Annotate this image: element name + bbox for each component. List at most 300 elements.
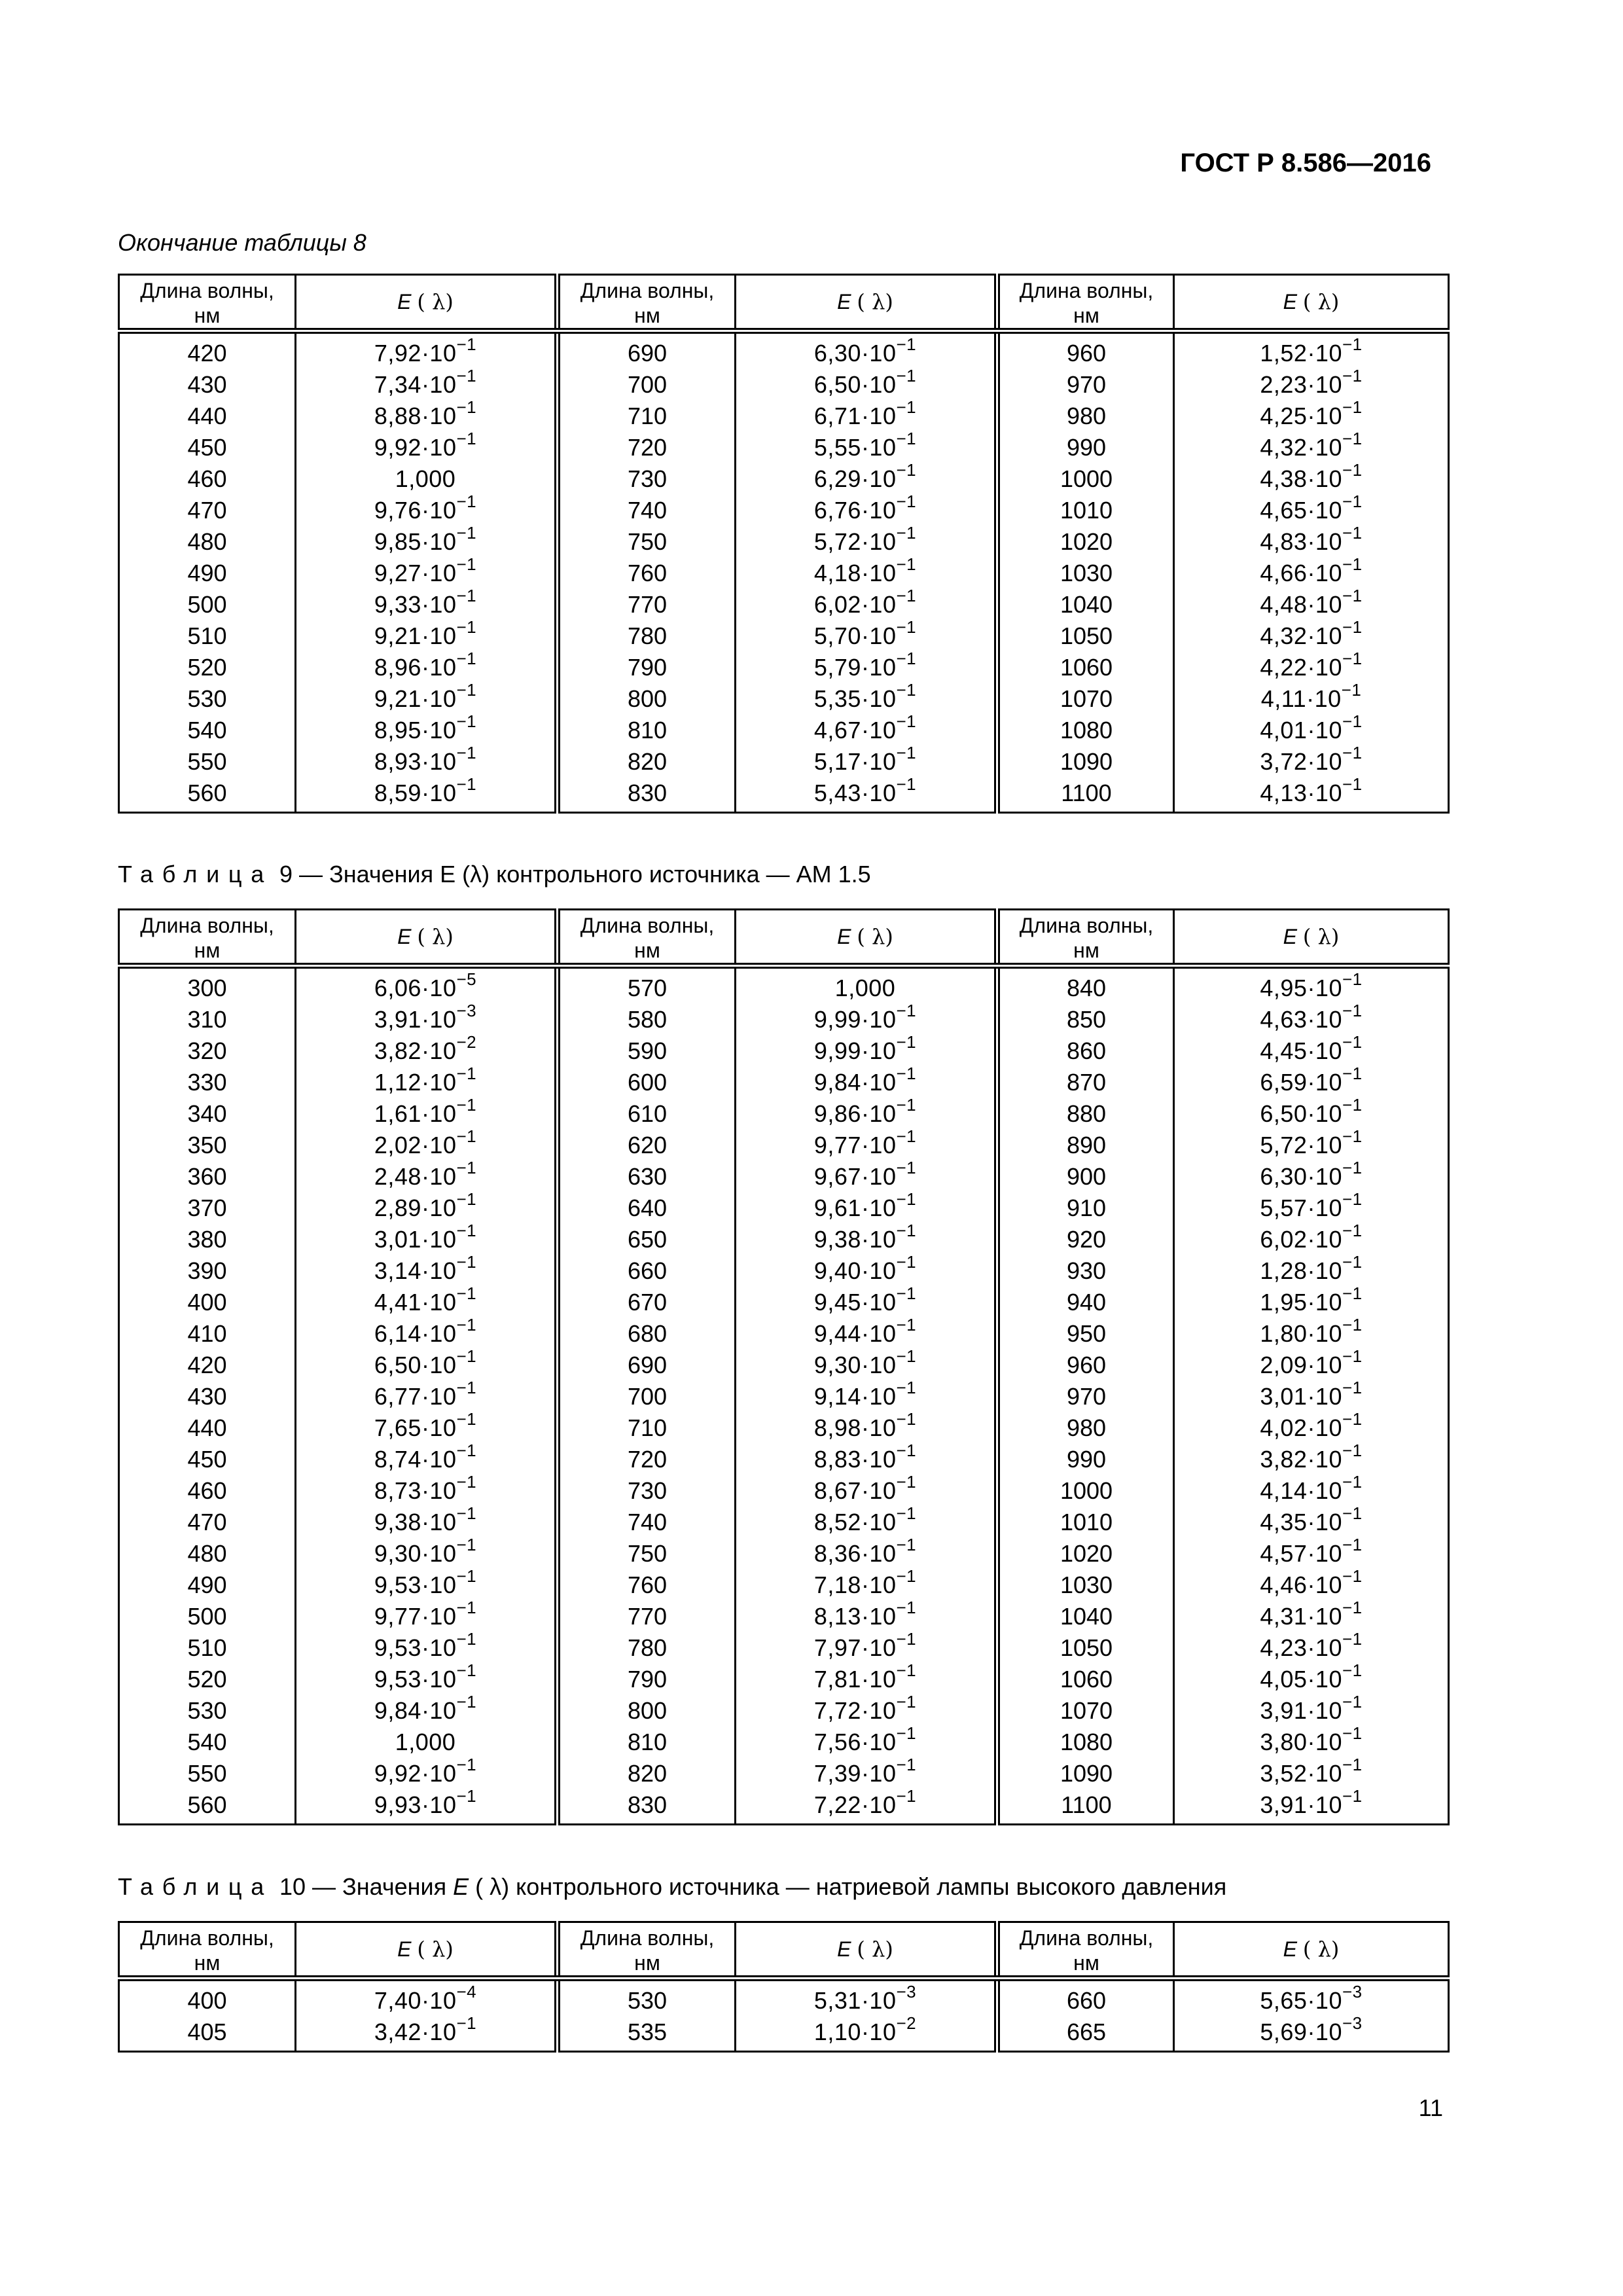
irradiance-mantissa: 9,92: [374, 1760, 421, 1787]
irradiance-exponent: −1: [456, 429, 477, 448]
irradiance-exponent: −1: [896, 1158, 917, 1177]
irradiance-mantissa: 9,38: [813, 1226, 861, 1253]
irradiance-mantissa: 4,38: [1260, 465, 1308, 492]
times-ten: ·10: [1307, 1289, 1342, 1316]
irradiance-cell: [736, 743, 997, 778]
wavelength-header-unit: нм: [634, 1951, 660, 1975]
table-row: [119, 715, 1449, 746]
irradiance-cell: [736, 1629, 997, 1664]
document-code: ГОСТ Р 8.586—2016: [1180, 149, 1431, 177]
irradiance-mantissa: 5,17: [813, 748, 861, 775]
wavelength-cell: 1050: [997, 1632, 1174, 1664]
wavelength-cell: 1060: [997, 1664, 1174, 1695]
times-ten: ·10: [861, 1006, 897, 1033]
irradiance-exponent: −1: [896, 1378, 917, 1397]
wavelength-cell: 800: [558, 683, 736, 715]
irradiance-mantissa: 9,30: [374, 1540, 421, 1567]
irradiance-exponent: −1: [1342, 1001, 1363, 1020]
irradiance-cell: [736, 711, 997, 746]
wavelength-cell: 720: [558, 432, 736, 463]
table-row: [119, 495, 1449, 526]
irradiance-cell: [1174, 1346, 1449, 1381]
irradiance-cell: [1174, 366, 1449, 401]
irradiance-exponent: −1: [1342, 1378, 1363, 1397]
irradiance-mantissa: 1,61: [374, 1100, 421, 1127]
irradiance-cell: [296, 1032, 558, 1067]
irradiance-mantissa: 8,95: [374, 717, 421, 744]
irradiance-cell: [296, 1221, 558, 1255]
irradiance-cell: [1174, 1158, 1449, 1193]
table-row: [119, 778, 1449, 813]
wavelength-cell: 610: [558, 1098, 736, 1130]
wavelength-cell: 780: [558, 620, 736, 652]
irradiance-mantissa: 1,52: [1260, 340, 1308, 367]
times-ten: ·10: [1307, 340, 1342, 367]
wavelength-cell: 910: [997, 1193, 1174, 1224]
irradiance-exponent: −1: [1342, 743, 1363, 762]
irradiance-exponent: −1: [1342, 523, 1363, 543]
irradiance-column-header: [1174, 910, 1449, 966]
irradiance-exponent: −1: [1342, 649, 1363, 668]
table-row: [119, 401, 1449, 432]
times-ten: ·10: [421, 1414, 457, 1441]
irradiance-cell: [736, 1723, 997, 1758]
irradiance-mantissa: 9,67: [813, 1163, 861, 1190]
table-row: [119, 558, 1449, 589]
irradiance-cell: [1174, 649, 1449, 683]
irradiance-cell: [1174, 1001, 1449, 1035]
irradiance-exponent: −1: [896, 429, 917, 448]
irradiance-mantissa: 3,01: [1260, 1383, 1308, 1410]
irradiance-exponent: −1: [456, 1095, 477, 1115]
irradiance-exponent: −1: [1342, 1566, 1363, 1586]
irradiance-exponent: −1: [1342, 1692, 1363, 1712]
irradiance-mantissa: 9,14: [813, 1383, 861, 1410]
irradiance-mantissa: 9,86: [813, 1100, 861, 1127]
wavelength-cell: 1020: [997, 1538, 1174, 1570]
irradiance-cell: [1174, 1409, 1449, 1444]
irradiance-mantissa: 7,92: [374, 340, 421, 367]
table-row: [119, 1098, 1449, 1130]
wavelength-cell: 590: [558, 1035, 736, 1067]
irradiance-exponent: −1: [896, 1472, 917, 1492]
wavelength-column-header: [997, 910, 1174, 966]
times-ten: ·10: [861, 1352, 897, 1378]
irradiance-mantissa: 2,23: [1260, 371, 1308, 398]
irradiance-cell: [296, 554, 558, 589]
wavelength-cell: 510: [119, 1632, 296, 1664]
times-ten: ·10: [861, 1069, 897, 1096]
wavelength-cell: 1000: [997, 1475, 1174, 1507]
table-row: [119, 1287, 1449, 1318]
wavelength-cell: 1010: [997, 495, 1174, 526]
table-row: [119, 1601, 1449, 1632]
irradiance-cell: [736, 1346, 997, 1381]
irradiance-exponent: −1: [1342, 492, 1363, 511]
irradiance-exponent: −1: [896, 1283, 917, 1303]
wavelength-cell: 680: [558, 1318, 736, 1350]
times-ten: ·10: [1307, 560, 1342, 586]
irradiance-exponent: −1: [456, 1535, 477, 1554]
irradiance-mantissa: 7,97: [813, 1634, 861, 1661]
irradiance-cell: [736, 1441, 997, 1475]
irradiance-mantissa: 6,29: [813, 465, 861, 492]
irradiance-mantissa: 9,92: [374, 434, 421, 461]
wavelength-cell: 640: [558, 1193, 736, 1224]
irradiance-exponent: −1: [456, 1503, 477, 1523]
times-ten: ·10: [421, 403, 457, 429]
irradiance-cell: [1174, 1629, 1449, 1664]
irradiance-mantissa: 9,27: [374, 560, 421, 586]
times-ten: ·10: [1307, 1100, 1342, 1127]
irradiance-mantissa: 6,59: [1260, 1069, 1308, 1096]
irradiance-mantissa: 4,05: [1260, 1666, 1308, 1693]
irradiance-mantissa: 9,21: [374, 685, 421, 712]
irradiance-mantissa: 4,67: [813, 717, 861, 744]
irradiance-cell: [736, 460, 997, 495]
wavelength-cell: 600: [558, 1067, 736, 1098]
times-ten: ·10: [421, 1571, 457, 1598]
irradiance-cell: [1174, 774, 1449, 813]
irradiance-mantissa: 3,82: [1260, 1446, 1308, 1473]
wavelength-column-header: [997, 1922, 1174, 1979]
wavelength-cell: 710: [558, 1412, 736, 1444]
e-symbol: E: [1283, 925, 1298, 948]
wavelength-header-label: Длина волны,: [580, 1926, 715, 1950]
irradiance-mantissa: 3,14: [374, 1257, 421, 1284]
times-ten: ·10: [421, 528, 457, 555]
irradiance-mantissa: 1,95: [1260, 1289, 1308, 1316]
irradiance-cell: [736, 1315, 997, 1350]
wavelength-cell: 1080: [997, 1727, 1174, 1758]
irradiance-mantissa: 6,77: [374, 1383, 421, 1410]
wavelength-cell: 450: [119, 432, 296, 463]
times-ten: ·10: [861, 497, 897, 524]
irradiance-mantissa: 8,83: [813, 1446, 861, 1473]
wavelength-cell: 530: [119, 1695, 296, 1727]
table-10-caption-e: E: [453, 1873, 469, 1900]
irradiance-exponent: −1: [456, 774, 477, 794]
e-symbol: E: [397, 925, 412, 948]
times-ten: ·10: [1307, 1729, 1342, 1755]
wavelength-cell: 1030: [997, 558, 1174, 589]
wavelength-header-unit: нм: [634, 304, 660, 327]
times-ten: ·10: [421, 591, 457, 618]
irradiance-exponent: −1: [896, 1189, 917, 1209]
table-row: [119, 1789, 1449, 1825]
irradiance-exponent: −1: [456, 1252, 477, 1272]
wavelength-cell: 540: [119, 715, 296, 746]
times-ten: ·10: [421, 497, 457, 524]
irradiance-cell: [1174, 586, 1449, 620]
times-ten: ·10: [1307, 497, 1342, 524]
irradiance-cell: [1174, 1660, 1449, 1695]
irradiance-exponent: −1: [896, 1126, 917, 1146]
wavelength-cell: 830: [558, 778, 736, 813]
wavelength-cell: 1010: [997, 1507, 1174, 1538]
irradiance-mantissa: 4,31: [1260, 1603, 1308, 1630]
irradiance-mantissa: 3,80: [1260, 1729, 1308, 1755]
irradiance-exponent: −1: [896, 617, 917, 637]
irradiance-cell: [296, 774, 558, 813]
irradiance-cell: [296, 331, 558, 370]
wavelength-cell: 770: [558, 1601, 736, 1632]
irradiance-cell: [736, 1786, 997, 1825]
irradiance-mantissa: 4,45: [1260, 1037, 1308, 1064]
table-row: [119, 1475, 1449, 1507]
irradiance-mantissa: 7,56: [813, 1729, 861, 1755]
irradiance-cell: [1174, 1189, 1449, 1224]
times-ten: ·10: [861, 1540, 897, 1567]
table-row: [119, 1130, 1449, 1161]
times-ten: ·10: [861, 1194, 897, 1221]
irradiance-cell: [736, 1221, 997, 1255]
e-symbol: E: [837, 1937, 851, 1961]
irradiance-mantissa: 4,02: [1260, 1414, 1308, 1441]
wavelength-cell: 960: [997, 331, 1174, 370]
irradiance-cell: [736, 966, 997, 1005]
irradiance-mantissa: 8,52: [813, 1509, 861, 1535]
irradiance-cell: [296, 429, 558, 463]
wavelength-cell: 480: [119, 526, 296, 558]
wavelength-cell: 1000: [997, 463, 1174, 495]
wavelength-cell: 370: [119, 1193, 296, 1224]
irradiance-cell: [1174, 1786, 1449, 1825]
irradiance-exponent: −1: [896, 1064, 917, 1083]
irradiance-cell: [296, 586, 558, 620]
times-ten: ·10: [1307, 1634, 1342, 1661]
wavelength-cell: 840: [997, 966, 1174, 1005]
wavelength-cell: 810: [558, 1727, 736, 1758]
times-ten: ·10: [1307, 1194, 1342, 1221]
wavelength-cell: 740: [558, 1507, 736, 1538]
irradiance-cell: [736, 1692, 997, 1727]
table-row: [119, 1004, 1449, 1035]
irradiance-cell: [296, 2013, 558, 2052]
irradiance-cell: [736, 1064, 997, 1098]
times-ten: ·10: [1307, 975, 1342, 1001]
times-ten: ·10: [421, 1791, 457, 1818]
irradiance-cell: [296, 397, 558, 432]
irradiance-mantissa: 9,84: [374, 1697, 421, 1724]
times-ten: ·10: [1306, 685, 1342, 712]
table-row: [119, 966, 1449, 1005]
irradiance-mantissa: 1,000: [395, 1729, 456, 1755]
times-ten: ·10: [861, 1477, 897, 1504]
wavelength-cell: 330: [119, 1067, 296, 1098]
times-ten: ·10: [421, 1257, 457, 1284]
irradiance-cell: [1174, 617, 1449, 652]
irradiance-cell: [736, 680, 997, 715]
header-row: [119, 910, 1449, 966]
irradiance-cell: [1174, 1221, 1449, 1255]
irradiance-cell: [736, 586, 997, 620]
wavelength-cell: 420: [119, 1350, 296, 1381]
wavelength-cell: 1070: [997, 683, 1174, 715]
wavelength-column-header: [997, 275, 1174, 331]
wavelength-cell: 990: [997, 432, 1174, 463]
irradiance-exponent: −1: [1342, 1032, 1363, 1052]
irradiance-cell: [1174, 460, 1449, 495]
wavelength-cell: 1070: [997, 1695, 1174, 1727]
times-ten: ·10: [861, 654, 897, 681]
irradiance-cell: [296, 1566, 558, 1601]
wavelength-cell: 650: [558, 1224, 736, 1255]
irradiance-mantissa: 4,83: [1260, 528, 1308, 555]
irradiance-mantissa: 4,23: [1260, 1634, 1308, 1661]
irradiance-exponent: −1: [896, 523, 917, 543]
irradiance-exponent: −1: [1342, 1535, 1363, 1554]
irradiance-exponent: −1: [1342, 774, 1363, 794]
irradiance-cell: [296, 1158, 558, 1193]
irradiance-mantissa: 4,11: [1260, 685, 1307, 712]
irradiance-cell: [736, 523, 997, 558]
wavelength-cell: 960: [997, 1350, 1174, 1381]
lambda-symbol: ( λ): [1302, 1937, 1340, 1962]
times-ten: ·10: [861, 1603, 897, 1630]
table-row: [119, 746, 1449, 778]
irradiance-mantissa: 4,65: [1260, 497, 1308, 524]
times-ten: ·10: [861, 1037, 897, 1064]
table-9: [118, 908, 1450, 1825]
irradiance-cell: [1174, 1064, 1449, 1098]
wavelength-header-label: Длина волны,: [140, 1926, 274, 1950]
table-row: [119, 1381, 1449, 1412]
times-ten: ·10: [1307, 717, 1342, 744]
irradiance-exponent: −1: [896, 1660, 917, 1680]
irradiance-cell: [296, 523, 558, 558]
times-ten: ·10: [861, 1760, 897, 1787]
irradiance-cell: [736, 1566, 997, 1601]
irradiance-exponent: −1: [896, 743, 917, 762]
table-row: [119, 1444, 1449, 1475]
wavelength-header-unit: нм: [1073, 1951, 1099, 1975]
wavelength-cell: 690: [558, 331, 736, 370]
irradiance-exponent: −1: [456, 1692, 477, 1712]
irradiance-cell: [736, 554, 997, 589]
irradiance-cell: [736, 1472, 997, 1507]
irradiance-cell: [736, 366, 997, 401]
wavelength-cell: 530: [558, 1979, 736, 2017]
times-ten: ·10: [1307, 1540, 1342, 1567]
irradiance-mantissa: 5,79: [813, 654, 861, 681]
wavelength-cell: 400: [119, 1287, 296, 1318]
irradiance-cell: [736, 1409, 997, 1444]
irradiance-mantissa: 8,96: [374, 654, 421, 681]
times-ten: ·10: [421, 1037, 457, 1064]
irradiance-exponent: −1: [456, 711, 477, 731]
irradiance-exponent: −1: [896, 1786, 917, 1806]
irradiance-exponent: −1: [456, 1283, 477, 1303]
irradiance-exponent: −1: [456, 1126, 477, 1146]
times-ten: ·10: [421, 434, 457, 461]
lambda-symbol: ( λ): [857, 289, 893, 314]
wavelength-cell: 1040: [997, 589, 1174, 620]
times-ten: ·10: [1307, 465, 1342, 492]
wavelength-column-header: [119, 275, 296, 331]
irradiance-cell: [296, 1378, 558, 1412]
times-ten: ·10: [421, 1383, 457, 1410]
irradiance-cell: [1174, 1692, 1449, 1727]
times-ten: ·10: [421, 1509, 457, 1535]
times-ten: ·10: [1307, 1069, 1342, 1096]
e-symbol: E: [837, 925, 851, 948]
irradiance-exponent: −1: [1342, 1629, 1363, 1649]
times-ten: ·10: [861, 1289, 897, 1316]
irradiance-mantissa: 4,63: [1260, 1006, 1308, 1033]
wavelength-cell: 470: [119, 1507, 296, 1538]
times-ten: ·10: [861, 340, 897, 367]
irradiance-cell: [1174, 1979, 1449, 2017]
times-ten: ·10: [861, 1383, 897, 1410]
table-row: [119, 463, 1449, 495]
irradiance-exponent: −1: [1342, 586, 1363, 605]
irradiance-exponent: −1: [456, 1378, 477, 1397]
lambda-symbol: ( λ): [857, 924, 893, 949]
irradiance-exponent: −1: [896, 774, 917, 794]
table-row: [119, 1538, 1449, 1570]
wavelength-cell: 470: [119, 495, 296, 526]
times-ten: ·10: [861, 1320, 897, 1347]
wavelength-cell: 920: [997, 1224, 1174, 1255]
lambda-symbol: ( λ): [417, 924, 454, 949]
irradiance-exponent: −2: [896, 2013, 917, 2033]
irradiance-column-header: [296, 275, 558, 331]
irradiance-cell: [736, 774, 997, 813]
irradiance-exponent: −1: [1342, 1283, 1363, 1303]
table-row: [119, 1727, 1449, 1758]
wavelength-cell: 770: [558, 589, 736, 620]
irradiance-mantissa: 4,14: [1260, 1477, 1308, 1504]
wavelength-cell: 1020: [997, 526, 1174, 558]
times-ten: ·10: [421, 1603, 457, 1630]
irradiance-exponent: −1: [456, 1221, 477, 1240]
irradiance-exponent: −2: [456, 1032, 477, 1052]
e-symbol: E: [837, 290, 851, 314]
wavelength-cell: 730: [558, 1475, 736, 1507]
table-10-caption-text: ( λ) контрольного источника — натриевой лампы высокого давления: [475, 1873, 1227, 1900]
irradiance-cell: [296, 743, 558, 778]
irradiance-exponent: −1: [896, 586, 917, 605]
wavelength-cell: 340: [119, 1098, 296, 1130]
e-symbol: E: [397, 290, 412, 314]
times-ten: ·10: [421, 340, 457, 367]
irradiance-mantissa: 8,88: [374, 403, 421, 429]
table-row: [119, 1695, 1449, 1727]
irradiance-cell: [736, 1032, 997, 1067]
wavelength-cell: 830: [558, 1789, 736, 1825]
times-ten: ·10: [861, 403, 897, 429]
wavelength-cell: 950: [997, 1318, 1174, 1350]
irradiance-cell: [1174, 966, 1449, 1005]
irradiance-exponent: −1: [1342, 460, 1363, 480]
times-ten: ·10: [861, 528, 897, 555]
irradiance-mantissa: 1,10: [813, 2018, 861, 2045]
wavelength-cell: 560: [119, 1789, 296, 1825]
irradiance-exponent: −1: [456, 1629, 477, 1649]
irradiance-exponent: −1: [456, 1598, 477, 1617]
irradiance-mantissa: 3,42: [374, 2018, 421, 2045]
irradiance-cell: [296, 1755, 558, 1789]
irradiance-mantissa: 9,99: [813, 1006, 861, 1033]
irradiance-cell: [736, 617, 997, 652]
times-ten: ·10: [421, 1289, 457, 1316]
wavelength-cell: 1030: [997, 1570, 1174, 1601]
times-ten: ·10: [1307, 528, 1342, 555]
irradiance-exponent: −1: [1342, 1723, 1363, 1743]
irradiance-mantissa: 3,91: [1260, 1697, 1308, 1724]
times-ten: ·10: [861, 1987, 897, 2014]
